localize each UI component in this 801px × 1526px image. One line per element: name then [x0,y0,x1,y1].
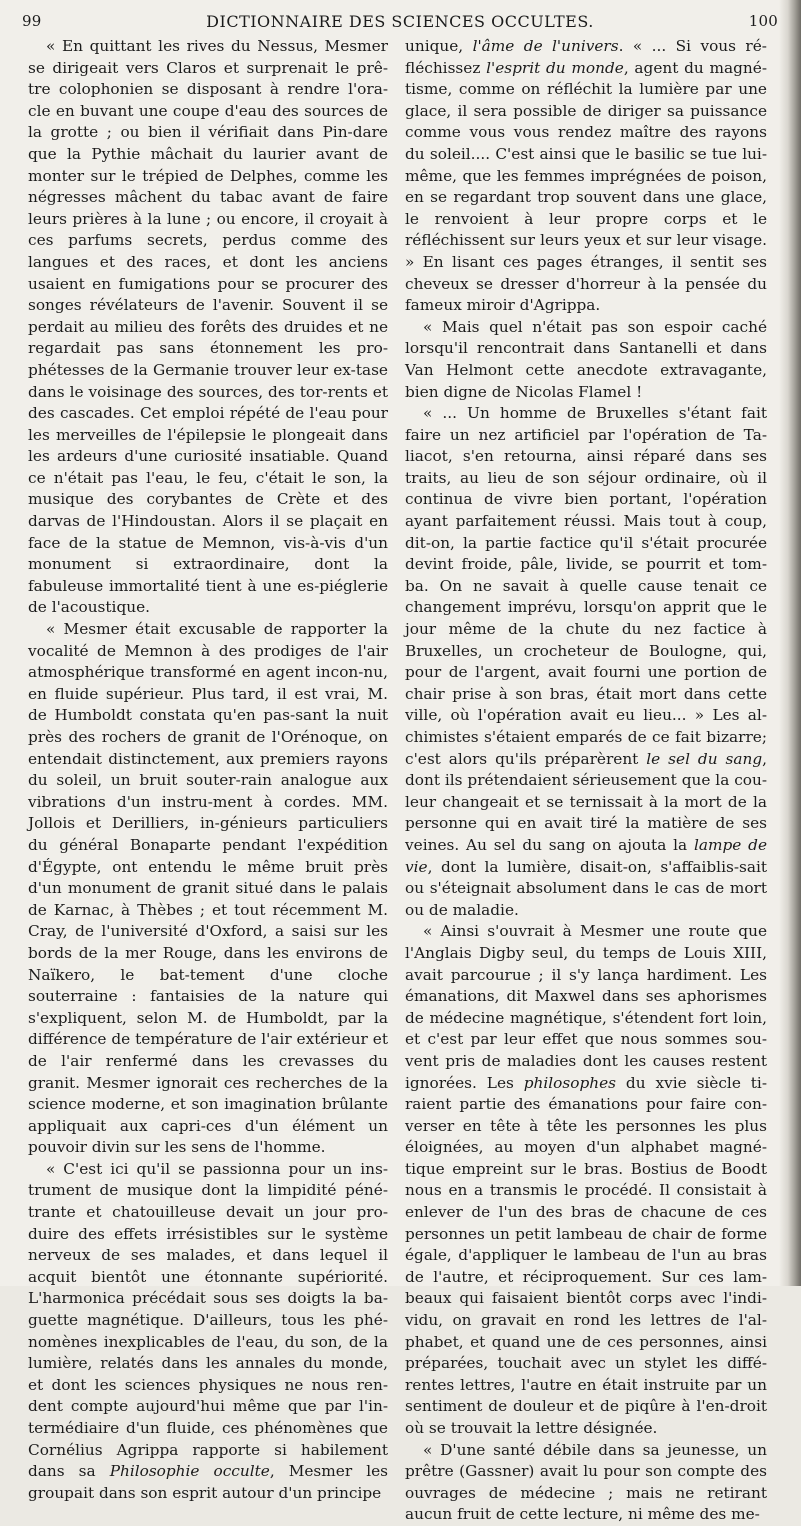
paragraph: « Ainsi s'ouvrait à Mesmer une route que l'Anglais Digby seul, du temps de Louis XIII, avait parcourue ; il s'y lança hardiment. Les émanations, dit Maxwel dans ses aphorismes de médecine magnétique, s'étendent fort loin, et c'est par leur effet que nous sommes sou-vent pris de maladies dont les causes restent ignorées. Les philosophes du xvie siècle ti-raient partie des émanations pour faire con-verser en tête à tête les personnes les plus éloignées, au moyen d'un alphabet magné-tique empreint sur le bras. Bostius de Boodt nous en a transmis le procédé. Il consistait à enlever de l'un des bras de chacune de ces personnes un petit lambeau de chair de forme égale, d'appliquer le lambeau de l'un au bras de l'autre, et réciproquement. Sur ces lam-beaux qui faisaient bientôt corps avec l'indi-vidu, on gravait en rond les lettres de l'al-phabet, et quand une de ces personnes, ainsi préparées, touchait avec un stylet les diffé-rentes lettres, l'autre en était instruite par un sentiment de douleur et de piqûre à l'en-droit où se trouvait la lettre désignée. [405,922,767,1437]
paragraph: unique, l'âme de l'univers. « ... Si vous ré-fléchissez l'esprit du monde, agent du magné-tisme, comme on réfléchit la lumière par une glace, il sera possible de diriger sa puissance comme vous vous rendez maître des rayons du soleil.... C'est ainsi que le basilic se tue lui-même, que les femmes imprégnées de poison, en se regardant trop souvent dans une glace, le renvoient à leur propre corps et le réfléchissent sur leurs yeux et sur leur visage. » En lisant ces pages étranges, il sentit ses cheveux se dresser d'horreur à la pensée du fameux miroir d'Agrippa. [405,37,767,315]
paragraph: « D'une santé débile dans sa jeunesse, un prêtre (Gassner) avait lu pour son compte des ouvrages de médecine ; mais ne retirant aucun fruit de cette lecture, ni même des me- [405,1440,767,1524]
book-title: Philosophie occulte [109,1462,270,1481]
paragraph: « Mesmer était excusable de rapporter la vocalité de Memnon à des prodiges de l'air atmosphérique transformé en agent incon-nu, en fluide supérieur. Plus tard, il est vrai, M. de Humboldt constata qu'en pas-sant la nuit près des rochers de granit de l'Orénoque, on entendait distinctement, aux premiers rayons du soleil, un bruit souter-rain analogue aux vibrations d'un instru-ment à cordes. MM. Jollois et Derilliers, in-génieurs particuliers du général Bonaparte pendant l'expédition d'Égypte, ont entendu le même bruit près d'un monument de granit situé dans le palais de Karnac, à Thèbes ; et tout récemment M. Cray, de l'université d'Oxford, a saisi sur les bords de la mer Rouge, dans les environs de Naïkero, le bat-tement d'une cloche souterraine : fantaisies de la nature qui s'expliquent, selon M. de Humboldt, par la différence de température de l'air extérieur et de l'air renfermé dans les crevasses du granit. Mesmer ignorait ces recherches de la science moderne, et son imagination brûlante appliquait aux capri-ces d'un élément un pouvoir divin sur les sens de l'homme. [28,620,388,1157]
right-column [405,36,767,1526]
paragraph: « ... Un homme de Bruxelles s'étant fait faire un nez artificiel par l'opération de Ta-liacot, s'en retourna, ainsi réparé dans ses traits, au lieu de son séjour ordinaire, où il continua de vivre bien portant, l'opération ayant parfaitement réussi. Mais tout à coup, dit-on, la partie factice qu'il s'était procurée devint froide, pâle, livide, se pourrit et tom-ba. On ne savait à quelle cause tenait ce changement imprévu, lorsqu'on apprit que le jour même de la chute du nez factice à Bruxelles, un crocheteur de Boulogne, qui, pour de l'argent, avait fourni une portion de chair prise à son bras, était mort dans cette ville, où l'opération avait eu lieu... » Les al-chimistes s'étaient emparés de ce fait bizarre; c'est alors qu'ils préparèrent le sel du sang, dont ils prétendaient sérieusement que la cou-leur changeait et se ternissait à la mort de la personne qui en avait tiré la matière de ses veines. Au sel du sang on ajouta la lampe de vie, dont la lumière, disait-on, s'affaiblis-sait ou s'éteignait absolument dans le cas de mort ou de maladie. [405,404,767,919]
paragraph: « En quittant les rives du Nessus, Mesmer se dirigeait vers Claros et surprenait le prê-tre colophonien se disposant à rendre l'ora-cle en buvant une coupe d'eau des sources de la grotte ; ou bien il vérifiait dans Pin-dare que la Pythie mâchait du laurier avant de monter sur le trépied de Delphes, comme les négresses mâchent du tabac avant de faire leurs prières à la lune ; ou encore, il croyait à ces parfums secrets, perdus comme des langues et des races, et dont les anciens usaient en fumigations pour se procurer des songes révélateurs de l'avenir. Souvent il se perdait au milieu des forêts des druides et ne regardait pas sans étonnement les pro-phétesses de la Germanie trouver leur ex-tase dans le voisinage des sources, des tor-rents et des cascades. Cet emploi répété de l'eau pour les merveilles de l'épilepsie le plongeait dans les ardeurs d'une curiosité insatiable. Quand ce n'était pas l'eau, le feu, c'était le son, la musique des corybantes de Crète et des darvas de l'Hindoustan. Alors il se plaçait en face de la statue de Memnon, vis-à-vis d'un monument si extraordinaire, dont la fabuleuse immortalité tient à une es-piéglerie de l'acoustique. [28,37,388,617]
page-title: DICTIONNAIRE DES SCIENCES OCCULTES. [206,12,594,31]
emphasis: l'esprit du monde [486,58,624,77]
page-number-right: 100 [748,12,778,30]
running-header [22,6,778,34]
page-number-left: 99 [22,12,42,30]
page-edge-shadow [779,0,801,1286]
emphasis: l'âme de l'univers [472,37,619,55]
paragraph: « Mais quel n'était pas son espoir caché lorsqu'il rencontrait dans Santanelli et dans Van Helmont cette anecdote extravagante, bien digne de Nicolas Flamel ! [405,317,767,401]
emphasis: le sel du sang [646,749,763,768]
emphasis: lampe de vie [405,835,767,876]
left-column [28,36,388,1504]
paragraph: « C'est ici qu'il se passionna pour un ins-trument de musique dont la limpidité péné-trante et chatouilleuse devait un jour pro-duire des effets irrésistibles sur le système nerveux de ses malades, et dans lequel il acquit bientôt une étonnante supériorité. L'harmonica précédait sous ses doigts la ba-guette magnétique. D'ailleurs, tous les phé-nomènes inexplicables de l'eau, du son, de la lumière, relatés dans les annales du monde, et dont les sciences physiques ne nous ren-dent compte aujourd'hui même que par l'in-termédiaire d'un fluide, ces phénomènes que Cornélius Agrippa rapporte si habilement dans sa Philosophie occulte, Mesmer les groupait dans son esprit autour d'un principe [28,1159,388,1502]
emphasis: philosophes [523,1073,616,1092]
